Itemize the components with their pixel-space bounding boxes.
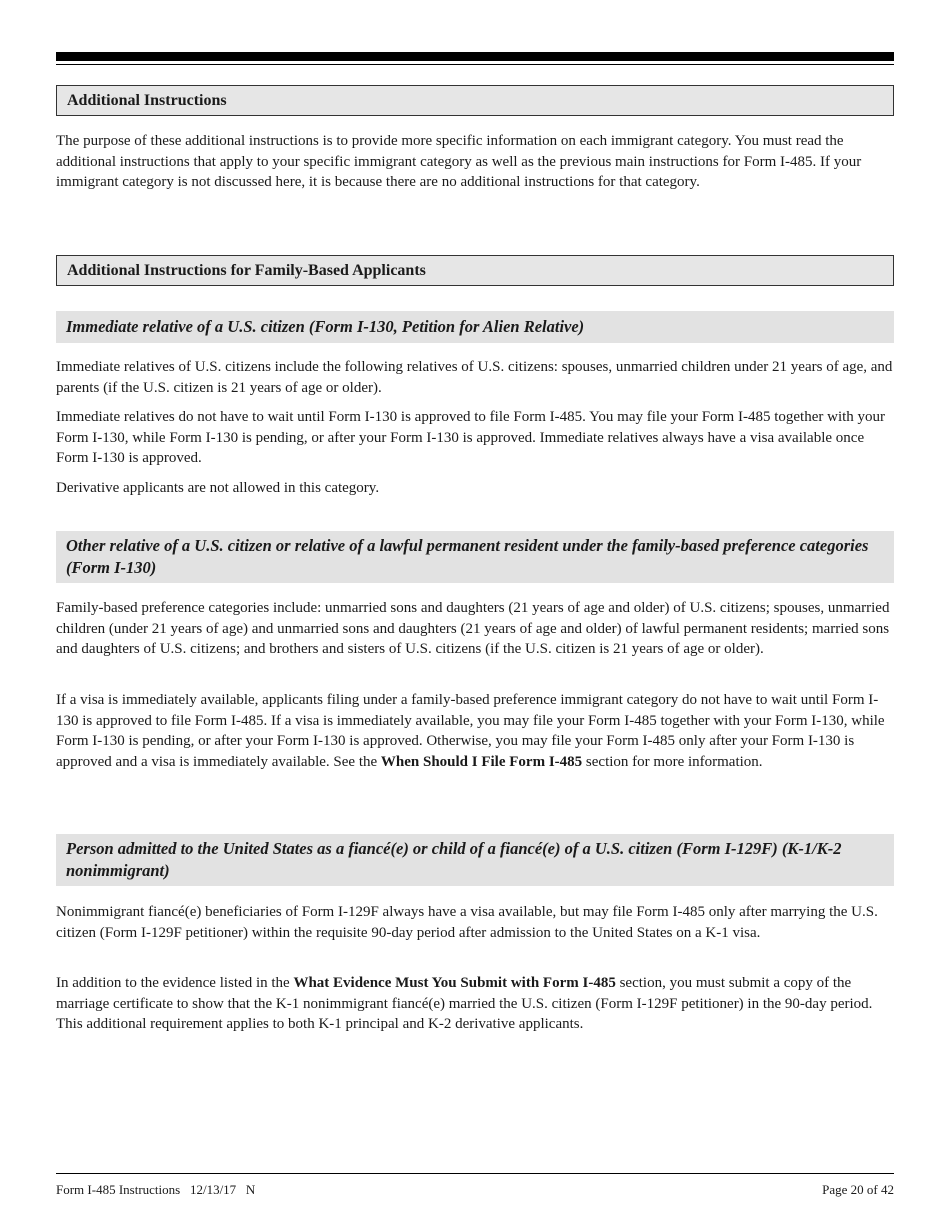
other-relative-paragraph-1: Family-based preference categories include: unmarried sons and daughters (21 years of age and older) of U.S. citizens; spouses, unmarried children (under 21 years of age) and unmarried sons and daughters (21 years of age and older) of lawful permanent residents; married sons and daughters of U.S. citizens; and brothers and sisters of U.S. citizens (if the U.S. citizen is 21 years of age or older). — [56, 600, 890, 657]
when-should-i-file-reference: When Should I File Form I-485 — [380, 753, 583, 770]
fiance-paragraph-2-text-a: In addition to the evidence listed in the — [56, 975, 294, 991]
immediate-relative-paragraph-1: Immediate relatives of U.S. citizens include the following relatives of U.S. citizens: spouses, unmarried children under 21 years of age, and parents (if the U.S. citizen is 21 years of age or older). — [56, 359, 893, 396]
fiance-header — [56, 834, 894, 886]
additional-instructions-paragraph: The purpose of these additional instructions is to provide more specific information on each immigrant category. You must read the additional instructions that apply to your specific immigrant category as well as the previous main instructions for Form I-485. If your immigrant category is not discussed here, it is because there are no additional instructions for that category. — [56, 133, 862, 190]
fiance-paragraph-2-text-b: section, you must submit a copy of the marriage certificate to show that the K-1 nonimmigrant fiancé(e) married the U.S. citizen (Form I-129F petitioner) in the 90-day period. This additional requirement applies to both K-1 principal and K-2 derivative applicants. — [56, 975, 873, 1032]
top-rule-thick — [56, 52, 894, 61]
family-based-header: Additional Instructions for Family-Based Applicants — [56, 255, 894, 286]
other-relative-header — [56, 531, 894, 583]
fiance-paragraph-1: Nonimmigrant fiancé(e) beneficiaries of Form I-129F always have a visa available, but may file Form I-485 only after marrying the U.S. citizen (Form I-129F petitioner) within the requisite 90-day period after admission to the United States on a K-1 visa. — [56, 904, 878, 941]
fiance-header-text: Person admitted to the United States as a fiancé(e) or child of a fiancé(e) of a U.S. citizen (Form I-129F) (K-1/K-2 nonimmigrant) — [66, 839, 842, 880]
other-relative-paragraph-2 — [56, 690, 894, 772]
footer-rule — [56, 1173, 894, 1174]
top-rule-thin — [56, 64, 894, 65]
other-relative-header-text: Other relative of a U.S. citizen or relative of a lawful permanent resident under the family-based preference categories (Form I-130) — [66, 536, 869, 577]
what-evidence-reference: What Evidence Must You Submit with Form I-485 — [293, 975, 616, 991]
immediate-relative-header: Immediate relative of a U.S. citizen (Form I-130, Petition for Alien Relative) — [56, 311, 894, 343]
footer-page-number: Page 20 of 42 — [822, 1182, 894, 1197]
immediate-relative-paragraph-2: Immediate relatives do not have to wait until Form I-130 is approved to file Form I-485. You may file your Form I-485 together with your Form I-130, while Form I-130 is pending, or after your Form I-130 is approved. Immediate relatives always have a visa available once Form I-130 is approved. — [56, 409, 886, 466]
footer-form-info: Form I-485 Instructions 12/13/17 N — [56, 1182, 256, 1197]
other-relative-paragraph-2-text-a: If a visa is immediately available, applicants filing under a family-based preference immigrant category do not have to wait until Form I-130 is approved to file Form I-485. If a visa is immediately available, you may file your Form I-485 together with your Form I-130, while Form I-130 is pending, or after your Form I-130 is approved. Otherwise, you may file your Form I-485 only after your Form I-130 is approved and a visa is immediately available. See the — [56, 692, 885, 770]
additional-instructions-header: Additional Instructions — [56, 85, 894, 116]
fiance-paragraph-2 — [56, 973, 894, 1035]
other-relative-paragraph-2-text-b: section for more information. — [582, 753, 763, 770]
immediate-relative-paragraph-3: Derivative applicants are not allowed in this category. — [56, 480, 380, 496]
